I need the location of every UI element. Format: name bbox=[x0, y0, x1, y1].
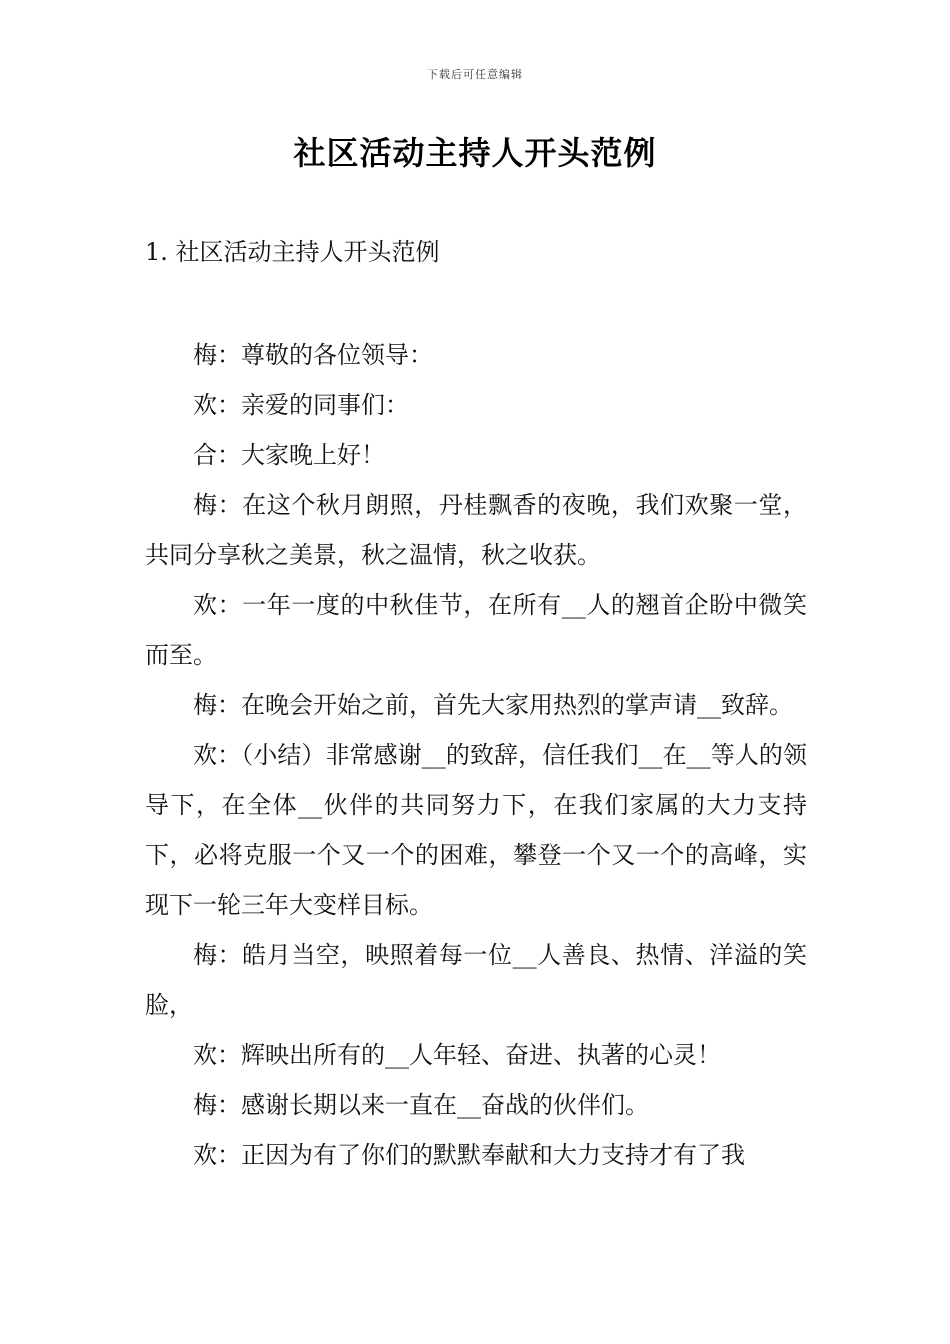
paragraph: 梅：尊敬的各位领导： bbox=[193, 341, 433, 369]
document-body bbox=[145, 330, 807, 1180]
paragraph: 欢：一年一度的中秋佳节，在所有__人的翘首企盼中微笑而至。 bbox=[145, 591, 807, 669]
paragraph: 欢：亲爱的同事们： bbox=[193, 391, 409, 419]
paragraph: 欢：正因为有了你们的默默奉献和大力支持才有了我 bbox=[193, 1141, 745, 1169]
paragraph: 欢：（小结）非常感谢__的致辞，信任我们__在__等人的领导下，在全体__伙伴的共同努力下，在我们家属的大力支持下，必将克服一个又一个的困难，攀登一个又一个的高峰，实现下一轮三年大变样目标。 bbox=[145, 741, 807, 919]
paragraph: 梅：在晚会开始之前，首先大家用热烈的掌声请__致辞。 bbox=[193, 691, 793, 719]
section-heading: 1. 社区活动主持人开头范例 bbox=[145, 238, 440, 266]
paragraph: 梅：在这个秋月朗照，丹桂飘香的夜晚，我们欢聚一堂，共同分享秋之美景，秋之温情，秋之收获。 bbox=[145, 491, 807, 569]
paragraph: 欢：辉映出所有的__人年轻、奋进、执著的心灵！ bbox=[193, 1041, 721, 1069]
document-title: 社区活动主持人开头范例 bbox=[293, 134, 657, 172]
paragraph: 合：大家晚上好！ bbox=[193, 441, 385, 469]
paragraph: 梅：皓月当空，映照着每一位__人善良、热情、洋溢的笑脸， bbox=[145, 941, 807, 1019]
header-note: 下载后可任意编辑 bbox=[427, 68, 523, 81]
paragraph: 梅：感谢长期以来一直在__奋战的伙伴们。 bbox=[193, 1091, 649, 1119]
